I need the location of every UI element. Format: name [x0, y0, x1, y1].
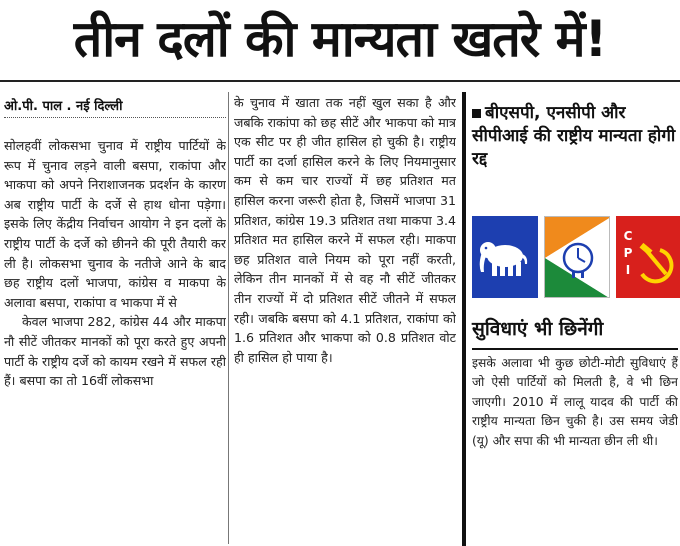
cpi-hammer-sickle-icon: [616, 216, 680, 298]
article-paragraph-1: सोलहवीं लोकसभा चुनाव में राष्ट्रीय पार्टियों के रूप में चुनाव लड़ने वाली बसपा, राकांपा और भाकपा को अपने निराशाजनक प्रदर्शन के कारण अब राष्ट्रीय पार्टी के दर्जे से हाथ धोना पड़ेगा। इसके लिए केंद्रीय निर्वाचन आयोग ने इन दलों के राष्ट्रीय पार्टी के दर्जे को छीनने की पूरी तैयारी कर ली है। लोकसभा चुनाव के नतीजे आने के बाद छह राष्ट्रीय दलों भाजपा, कांग्रेस व माकपा के अलावा बसपा, राकांपा व भाकपा में से: [4, 138, 226, 310]
bsp-elephant-icon: [472, 216, 538, 298]
bullet-icon: [472, 109, 481, 118]
sidebar-headline: [472, 102, 680, 171]
cpi-logo-text: C P I: [623, 229, 633, 277]
party-logos: [470, 216, 680, 298]
article-column-2: [234, 93, 456, 543]
article-paragraph-2: केवल भाजपा 282, कांग्रेस 44 और माकपा नौ सीटें जीतकर मानकों को पूरा करते हुए अपनी पार्टी के राष्ट्रीय दर्जे को कायम रखने में सफल रही हैं। बसपा का तो 16वीं लोकसभा: [4, 314, 226, 389]
sidebar-headline-text: बीएसपी, एनसीपी और सीपीआई की राष्ट्रीय मान्यता होगी रद्द: [472, 103, 676, 169]
sidebar-body: इसके अलावा भी कुछ छोटी-मोटी सुविधाएं हैं जो ऐसी पार्टियों को मिलती है, वे भी छिन जाएगी। 2010 में लालू यादव की पार्टी की राष्ट्रीय मान्यता छिन चुकी है। उस समय जेडी (यू) और सपा की भी मान्यता छीन ली थी।: [472, 356, 678, 448]
article-paragraph-3: के चुनाव में खाता तक नहीं खुल सका है और जबकि राकांपा को छह सीटें और भाकपा को मात्र एक सीट पर ही जीत हासिल हो चुकी है। राष्ट्रीय पार्टी का दर्जा हासिल करने के लिए नियमानुसार कम से कम चार राज्यों में छह प्रतिशत मत हासिल करना जरूरी होता है, जिसमें भाजपा 31 प्रतिशत, कांग्रेस 19.3 प्रतिशत तथा माकपा 3.4 प्रतिशत मत हासिल करने में सफल रही। माकपा छह प्रतिशत वाले नियम को पूरा नहीं करती, लेकिन तीन मानकों में से वह नौ सीटें जीतकर तीन राज्यों में दो प्रतिशत सीटें जीतने में सफल रही। जबकि बसपा को 4.1 प्रतिशत, राकांपा को 1.6 प्रतिशत और भाकपा को 0.8 प्रतिशत वोट ही हासिल हो पाया है।: [234, 95, 456, 365]
ncp-clock-icon: [544, 216, 610, 298]
byline: ओ.पी. पाल . नई दिल्ली: [4, 99, 123, 114]
article-column-1: [4, 136, 226, 544]
sidebar-subheading: सुविधाएं भी छिनेंगी: [472, 318, 604, 340]
headline: तीन दलों की मान्यता खतरे में!: [73, 10, 607, 68]
headline-rule: [0, 80, 680, 82]
sidebar-box: [462, 92, 680, 546]
sidebar-subheading-rule: [472, 348, 678, 350]
column-separator: [228, 92, 229, 544]
byline-rule: [4, 117, 226, 118]
